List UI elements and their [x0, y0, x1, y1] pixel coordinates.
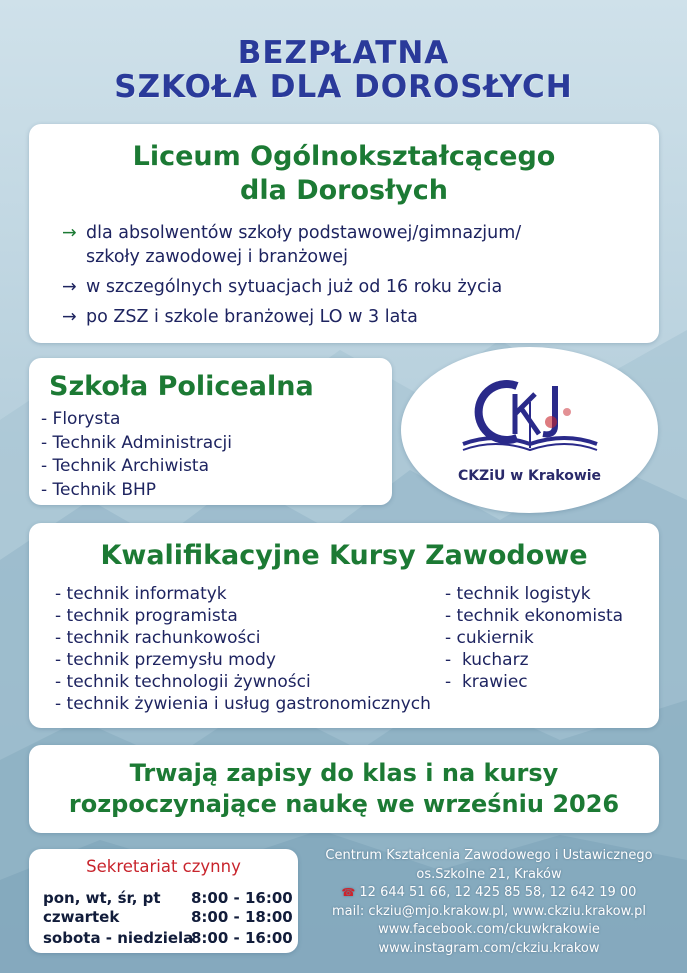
list-item: - Technik BHP: [41, 479, 157, 500]
page-header: [0, 36, 687, 104]
contact-info: [304, 847, 674, 958]
liceum-bullet-text: w szczególnych sytuacjach już od 16 roku życia: [86, 277, 503, 297]
sekretariat-card: [29, 849, 298, 953]
policealna-list: [41, 408, 232, 502]
list-item: - technik logistyk: [445, 584, 591, 604]
institution-name: Centrum Kształcenia Zawodowego i Ustawicznego: [325, 848, 653, 863]
policealna-card: [29, 358, 392, 505]
kursy-list-left: [55, 583, 431, 715]
instagram-link[interactable]: www.instagram.com/ckziu.krakow: [378, 940, 600, 956]
list-item: - krawiec: [445, 672, 528, 692]
hours-time: 8:00 - 16:00: [191, 929, 293, 947]
list-item: - technik programista: [55, 606, 238, 626]
phone-row: [304, 884, 674, 903]
logo-caption: CKZiU w Krakowie: [457, 468, 602, 484]
ckziu-logo-icon: [455, 372, 605, 464]
phone-icon: ☎: [341, 886, 356, 899]
list-item: - technik przemysłu mody: [55, 650, 276, 670]
arrow-right-icon: →: [62, 307, 77, 327]
hours-days: czwartek: [43, 908, 120, 926]
list-item: - technik żywienia i usług gastronomicznych: [55, 694, 431, 714]
list-item: - technik rachunkowości: [55, 628, 261, 648]
liceum-card: [29, 124, 659, 343]
list-item: - technik technologii żywności: [55, 672, 311, 692]
policealna-title: Szkoła Policealna: [49, 371, 314, 402]
hours-time: 8:00 - 18:00: [191, 908, 293, 926]
zapisy-text: [29, 758, 659, 820]
email-link[interactable]: mail: ckziu@mjo.krakow.pl, www.ckziu.krakow.pl: [331, 903, 647, 919]
list-item: - Florysta: [41, 409, 121, 429]
list-item: - cukiernik: [445, 628, 534, 648]
list-item: - technik ekonomista: [445, 606, 624, 626]
address: os.Szkolne 21, Kraków: [416, 866, 562, 882]
zapisy-line-2: rozpoczynające naukę we wrześniu 2026: [68, 790, 620, 818]
kursy-title: Kwalifikacyjne Kursy Zawodowe: [100, 540, 588, 571]
list-item: - Technik Archiwista: [41, 456, 210, 476]
list-item: - kucharz: [445, 650, 529, 670]
kursy-list-right: [445, 583, 623, 693]
zapisy-line-1: Trwają zapisy do klas i na kursy: [129, 759, 559, 787]
zapisy-card: [29, 745, 659, 833]
arrow-right-icon: →: [62, 223, 77, 243]
liceum-title-line-2: dla Dorosłych: [240, 175, 448, 206]
liceum-bullet-text: dla absolwentów szkoły podstawowej/gimnazjum/: [86, 223, 522, 243]
liceum-bullet-text: szkoły zawodowej i branżowej: [86, 247, 349, 267]
liceum-bullet: [62, 305, 652, 329]
liceum-bullets: [62, 221, 652, 329]
phone-numbers: 12 644 51 66, 12 425 85 58, 12 642 19 00: [359, 885, 637, 900]
hours-days: sobota - niedziela: [43, 929, 194, 947]
liceum-title: [29, 140, 659, 208]
arrow-right-icon: →: [62, 277, 77, 297]
sekretariat-title: Sekretariat czynny: [86, 857, 241, 876]
header-line-2: SZKOŁA DLA DOROSŁYCH: [114, 69, 573, 105]
header-line-1: BEZPŁATNA: [237, 35, 450, 71]
facebook-link[interactable]: www.facebook.com/ckuwkrakowie: [378, 922, 600, 937]
list-item: - Technik Administracji: [41, 432, 232, 453]
liceum-bullet: [62, 275, 652, 299]
hours-time: 8:00 - 16:00: [191, 889, 293, 907]
kursy-card: [29, 523, 659, 728]
liceum-bullet-text: po ZSZ i szkole branżowej LO w 3 lata: [86, 307, 418, 327]
hours-days: pon, wt, śr, pt: [43, 889, 161, 907]
list-item: - technik informatyk: [55, 584, 227, 604]
liceum-title-line-1: Liceum Ogólnokształcącego: [132, 141, 556, 172]
liceum-bullet: [62, 221, 652, 269]
